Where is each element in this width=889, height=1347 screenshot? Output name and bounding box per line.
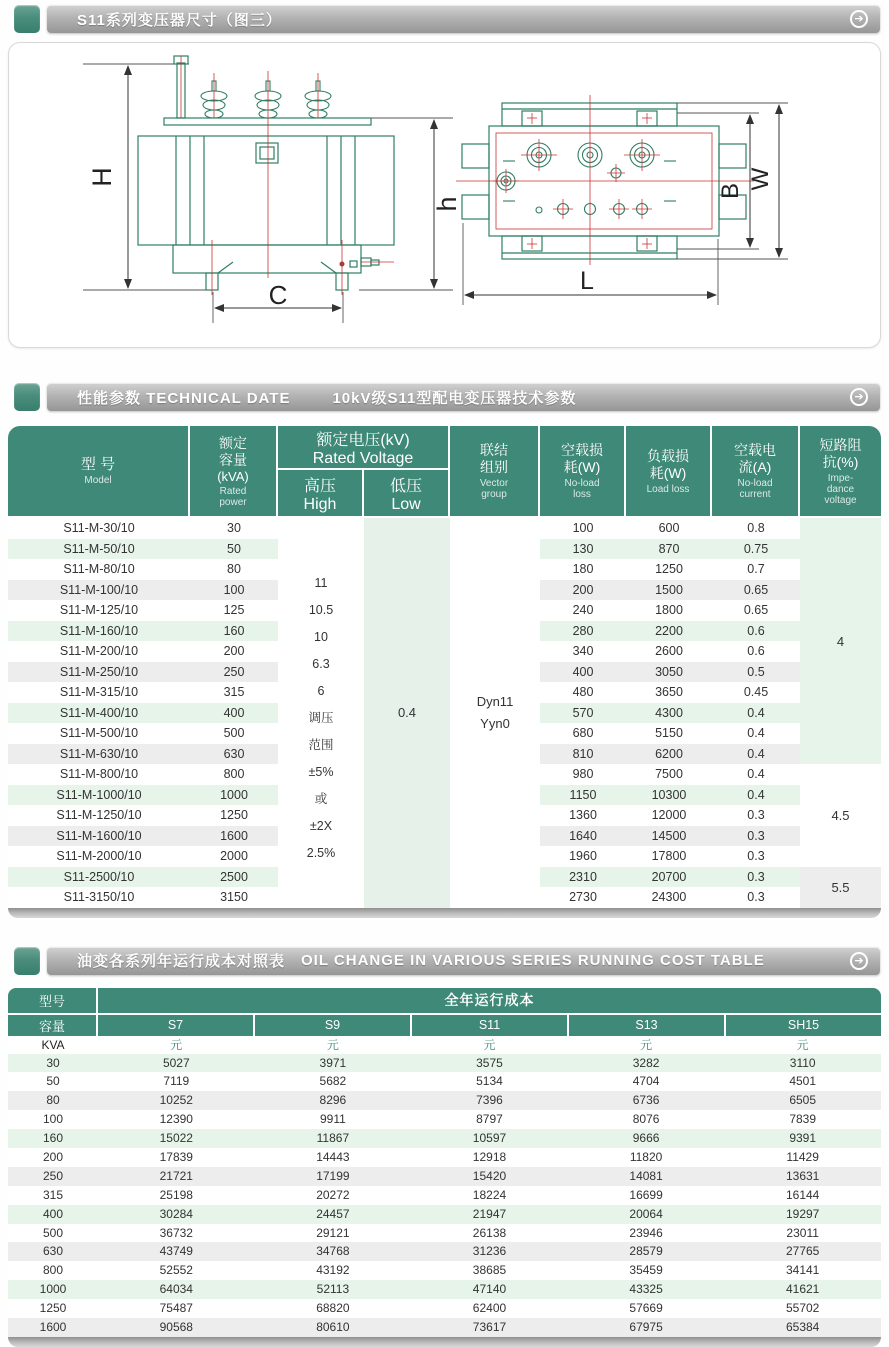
sh15-cell: 55702 [785, 1301, 820, 1316]
high-voltage-line: 10.5 [308, 603, 334, 617]
model-cell: S11-M-30/10 [63, 521, 135, 535]
s13-cell: 3282 [632, 1055, 660, 1070]
sh15-cell: 9391 [789, 1131, 817, 1146]
sh15-cell: 11429 [786, 1149, 819, 1164]
sh15-cell: 4501 [789, 1074, 817, 1089]
model-cell: S11-M-800/10 [59, 767, 139, 781]
noload-loss-cell: 810 [540, 744, 626, 765]
model-cell: S11-M-125/10 [59, 603, 139, 617]
kva-cell: 30 [46, 1055, 60, 1070]
header-series-s7: S7 [98, 1015, 253, 1036]
header-series-s13: S13 [569, 1015, 724, 1036]
noload-current-cell: 0.65 [712, 580, 800, 601]
header-noload-current: 空载电流(A) No-load current [712, 426, 798, 516]
tech-table-body [8, 518, 881, 908]
s7-cell: 21721 [159, 1168, 193, 1183]
kva-cell: 1600 [39, 1319, 67, 1334]
s11-cell: 10597 [472, 1131, 507, 1146]
s9-cell: 8296 [319, 1093, 347, 1108]
rated-power-cell: 80 [227, 562, 241, 576]
model-cell: S11-M-315/10 [59, 685, 139, 699]
rated-power-cell: 315 [223, 685, 245, 699]
hv-bushings [201, 81, 331, 118]
noload-loss-cell: 2310 [540, 867, 626, 888]
kva-cell: 250 [42, 1168, 64, 1183]
header-capacity: 容量 [8, 1015, 96, 1036]
noload-loss-cell: 1960 [569, 849, 597, 863]
s9-cell: 29121 [316, 1225, 350, 1240]
model-cell: S11-M-250/10 [8, 662, 190, 683]
transformer-dimension-drawing [9, 43, 880, 345]
load-loss-cell: 2200 [626, 621, 712, 642]
s9-cell: 43192 [316, 1263, 350, 1278]
dimension-label-C: C [268, 280, 288, 310]
header-series-sh15: SH15 [726, 1015, 881, 1036]
s13-cell: 20064 [629, 1206, 663, 1221]
header-series-s9: S9 [255, 1015, 410, 1036]
rated-power-cell: 50 [190, 539, 278, 560]
s9-cell: 68820 [316, 1301, 350, 1316]
rated-power-cell: 500 [223, 726, 245, 740]
model-cell: S11-M-630/10 [8, 744, 190, 765]
s7-cell: 5027 [162, 1055, 190, 1070]
header-series-s11: S11 [412, 1015, 567, 1036]
high-voltage-line: 2.5% [306, 846, 336, 860]
tech-table-header [8, 426, 881, 516]
noload-current-cell: 0.3 [712, 867, 800, 888]
load-loss-cell: 1800 [655, 603, 683, 617]
high-voltage-line: 范围 [308, 738, 334, 752]
s9-cell: 52113 [316, 1282, 350, 1297]
dimension-label-B: B [717, 182, 744, 200]
banner-subtitle: OIL CHANGE IN VARIOUS SERIES RUNNING COST TABLE [301, 952, 765, 969]
model-cell: S11-M-2000/10 [56, 849, 142, 863]
s13-cell: 57669 [629, 1301, 663, 1316]
noload-current-cell: 0.45 [743, 685, 769, 699]
rated-power-cell: 250 [190, 662, 278, 683]
dimension-label-W: W [747, 167, 774, 191]
s9-cell: 20272 [316, 1187, 350, 1202]
s9-cell: 24457 [316, 1206, 350, 1221]
noload-loss-cell: 340 [572, 644, 594, 658]
unit-yuan: 元 [640, 1037, 653, 1052]
table-bottom-bar [8, 1337, 881, 1347]
load-loss-cell: 10300 [626, 785, 712, 806]
noload-current-cell: 0.4 [747, 767, 765, 781]
noload-current-cell: 0.4 [747, 726, 765, 740]
s11-cell: 3575 [476, 1055, 503, 1070]
vector-group-span-cell [450, 518, 540, 908]
sh15-cell: 13631 [785, 1168, 820, 1183]
banner-subtitle: 10kV级S11型配电变压器技术参数 [332, 389, 577, 407]
impedance-span-cell-4-5: 4.5 [800, 764, 881, 867]
cost-table-body [8, 1054, 881, 1337]
s11-cell: 5134 [476, 1074, 503, 1089]
cost-table-row [8, 1280, 881, 1299]
noload-current-cell: 0.4 [712, 785, 800, 806]
load-loss-cell: 870 [626, 539, 712, 560]
vector-group-line: Yyn0 [480, 716, 510, 732]
cost-table-row [8, 1261, 881, 1280]
s7-cell: 90568 [159, 1319, 193, 1334]
rated-power-cell: 1250 [220, 808, 248, 822]
noload-current-cell: 0.7 [747, 562, 765, 576]
model-cell: S11-M-1000/10 [8, 785, 190, 806]
noload-current-cell: 0.6 [747, 644, 765, 658]
kva-cell: 1000 [39, 1282, 67, 1297]
kva-cell: 500 [42, 1225, 64, 1240]
s11-cell: 15420 [472, 1168, 507, 1183]
noload-current-cell: 0.5 [712, 662, 800, 683]
rated-power-cell: 2500 [190, 867, 278, 888]
sh15-cell: 3110 [789, 1055, 816, 1070]
front-centerlines [181, 56, 394, 295]
noload-loss-cell: 1360 [569, 808, 597, 822]
model-cell: S11-M-160/10 [8, 621, 190, 642]
cost-table-row [8, 1242, 881, 1261]
noload-current-cell: 0.3 [747, 849, 765, 863]
unit-yuan: 元 [796, 1037, 809, 1052]
s11-cell: 38685 [472, 1263, 507, 1278]
vector-group-line: Dyn11 [476, 694, 514, 710]
banner-title: 油变各系列年运行成本对照表 [77, 953, 286, 970]
rated-power-cell: 200 [223, 644, 245, 658]
noload-current-cell: 0.4 [712, 703, 800, 724]
sh15-cell: 34141 [785, 1263, 820, 1278]
noload-loss-cell: 180 [572, 562, 594, 576]
s9-cell: 9911 [319, 1112, 346, 1127]
s13-cell: 35459 [629, 1263, 663, 1278]
s11-cell: 62400 [472, 1301, 507, 1316]
kva-cell: 630 [42, 1244, 64, 1259]
header-rated-voltage: 额定电压(kV) Rated Voltage [278, 426, 448, 468]
s7-cell: 17839 [159, 1149, 193, 1164]
s13-cell: 23946 [629, 1225, 663, 1240]
header-vector-group: 联结组别 Vector group [450, 426, 538, 516]
banner-bullet-square [14, 947, 40, 975]
load-loss-cell: 5150 [655, 726, 683, 740]
high-voltage-line: 6 [317, 684, 325, 698]
banner-bar [47, 947, 880, 975]
noload-loss-cell: 200 [540, 580, 626, 601]
banner-s11-dimensions [14, 4, 880, 34]
kva-cell: 315 [42, 1187, 64, 1202]
sh15-cell: 6505 [789, 1093, 817, 1108]
dimension-label-h: h [432, 196, 462, 212]
high-voltage-line: 调压 [308, 711, 334, 725]
cost-table-row [8, 1054, 881, 1073]
s7-cell: 52552 [159, 1263, 193, 1278]
s13-cell: 6736 [632, 1093, 660, 1108]
s7-cell: 30284 [159, 1206, 193, 1221]
banner-title: 性能参数 TECHNICAL DATE [77, 389, 291, 407]
noload-current-cell: 0.6 [712, 621, 800, 642]
s7-cell: 75487 [159, 1301, 193, 1316]
cost-table-row [8, 1318, 881, 1337]
technical-parameters-table [8, 426, 881, 918]
s9-cell: 11867 [316, 1131, 350, 1146]
banner-bar [47, 5, 880, 33]
header-load-loss: 负载损耗(W) Load loss [626, 426, 710, 516]
header-annual-cost-group: 全年运行成本 [98, 988, 881, 1013]
rated-power-cell: 3150 [220, 890, 248, 904]
circle-arrow-icon: ➔ [850, 10, 868, 28]
load-loss-cell: 20700 [626, 867, 712, 888]
header-noload-loss: 空载损耗(W) No-load loss [540, 426, 624, 516]
load-loss-cell: 3050 [626, 662, 712, 683]
kva-cell: 160 [42, 1131, 64, 1146]
running-cost-table [8, 988, 881, 1347]
kva-cell: 400 [42, 1206, 64, 1221]
s7-cell: 10252 [159, 1093, 193, 1108]
impedance-span-cell-4: 4 [800, 518, 881, 764]
banner-bullet-square [14, 383, 40, 411]
high-voltage-line: 或 [314, 792, 328, 806]
noload-loss-cell: 280 [540, 621, 626, 642]
s13-cell: 67975 [629, 1319, 663, 1334]
noload-loss-cell: 240 [572, 603, 594, 617]
load-loss-cell: 24300 [651, 890, 687, 904]
header-high-voltage: 高压 High [278, 470, 362, 516]
s13-cell: 16699 [629, 1187, 663, 1202]
noload-loss-cell: 680 [572, 726, 594, 740]
noload-current-cell: 0.4 [712, 744, 800, 765]
dimension-label-L: L [580, 267, 594, 295]
load-loss-cell: 17800 [651, 849, 687, 863]
s13-cell: 14081 [629, 1168, 663, 1183]
rated-power-cell: 125 [223, 603, 245, 617]
model-cell: S11-2500/10 [8, 867, 190, 888]
load-loss-cell: 3650 [655, 685, 683, 699]
s11-cell: 26138 [472, 1225, 507, 1240]
table-bottom-bar [8, 908, 881, 918]
kva-cell: 80 [46, 1093, 60, 1108]
model-cell: S11-M-200/10 [59, 644, 139, 658]
s9-cell: 5682 [319, 1074, 347, 1089]
noload-loss-cell: 1150 [540, 785, 626, 806]
s7-cell: 12390 [159, 1112, 193, 1127]
cost-table-row [8, 1186, 881, 1205]
s13-cell: 11820 [629, 1149, 663, 1164]
s7-cell: 43749 [159, 1244, 193, 1259]
noload-loss-cell: 130 [540, 539, 626, 560]
load-loss-cell: 6200 [626, 744, 712, 765]
low-voltage-span-cell: 0.4 [364, 518, 450, 908]
kva-cell: 800 [42, 1263, 64, 1278]
s7-cell: 7119 [163, 1074, 190, 1089]
s11-cell: 12918 [472, 1149, 507, 1164]
load-loss-cell: 7500 [655, 767, 683, 781]
dimension-diagram-panel [8, 42, 881, 348]
cost-table-header-row2 [8, 1015, 881, 1036]
load-loss-cell: 1250 [655, 562, 683, 576]
cost-table-row [8, 1110, 881, 1129]
noload-current-cell: 0.8 [747, 521, 765, 535]
model-cell: S11-M-50/10 [8, 539, 190, 560]
sh15-cell: 7839 [789, 1112, 817, 1127]
header-rated-voltage-group [278, 426, 448, 516]
model-cell: S11-M-80/10 [63, 562, 135, 576]
s7-cell: 64034 [159, 1282, 193, 1297]
s11-cell: 31236 [472, 1244, 507, 1259]
oil-indicator-dot [340, 262, 345, 267]
cost-table-header-row1 [8, 988, 881, 1013]
load-loss-cell: 14500 [626, 826, 712, 847]
s13-cell: 8076 [632, 1112, 660, 1127]
banner-running-cost [14, 946, 880, 976]
noload-loss-cell: 2730 [569, 890, 597, 904]
s9-cell: 34768 [316, 1244, 350, 1259]
s13-cell: 28579 [629, 1244, 663, 1259]
noload-loss-cell: 400 [540, 662, 626, 683]
cost-table-row [8, 1091, 881, 1110]
noload-current-cell: 0.3 [747, 890, 765, 904]
cost-table-row [8, 1205, 881, 1224]
cost-table-row [8, 1224, 881, 1243]
load-loss-cell: 1500 [626, 580, 712, 601]
noload-loss-cell: 480 [572, 685, 594, 699]
s9-cell: 14443 [316, 1149, 350, 1164]
noload-loss-cell: 100 [572, 521, 594, 535]
noload-loss-cell: 980 [572, 767, 594, 781]
cost-table-row [8, 1299, 881, 1318]
s13-cell: 43325 [629, 1282, 663, 1297]
impedance-span-cell-5-5: 5.5 [800, 867, 881, 908]
rated-power-cell: 800 [223, 767, 245, 781]
sh15-cell: 23011 [786, 1225, 819, 1240]
unit-yuan: 元 [326, 1037, 339, 1052]
rated-power-cell: 160 [190, 621, 278, 642]
rated-power-cell: 1000 [190, 785, 278, 806]
rated-power-cell: 1600 [190, 826, 278, 847]
dimension-label-H: H [87, 167, 117, 187]
load-loss-cell: 12000 [651, 808, 687, 822]
s11-cell: 18224 [472, 1187, 507, 1202]
noload-current-cell: 0.3 [747, 808, 765, 822]
top-view-bushings [497, 143, 676, 215]
rated-power-cell: 100 [190, 580, 278, 601]
noload-loss-cell: 1640 [540, 826, 626, 847]
high-voltage-line: ±5% [308, 765, 334, 779]
load-loss-cell: 4300 [626, 703, 712, 724]
model-cell: S11-M-500/10 [59, 726, 139, 740]
unit-yuan: 元 [170, 1037, 183, 1052]
s13-cell: 4704 [632, 1074, 660, 1089]
s7-cell: 15022 [159, 1131, 193, 1146]
cost-table-unit-row [8, 1036, 881, 1054]
sh15-cell: 16144 [785, 1187, 820, 1202]
load-loss-cell: 600 [658, 521, 680, 535]
cost-table-row [8, 1129, 881, 1148]
rated-power-cell: 2000 [220, 849, 248, 863]
model-cell: S11-M-1600/10 [8, 826, 190, 847]
s11-cell: 73617 [472, 1319, 507, 1334]
header-model: 型 号 Model [8, 426, 188, 516]
banner-title: S11系列变压器尺寸（图三） [77, 11, 282, 29]
unit-yuan: 元 [483, 1037, 496, 1052]
top-view-drawing [456, 95, 788, 305]
s9-cell: 17199 [316, 1168, 350, 1183]
sh15-cell: 65384 [785, 1319, 820, 1334]
noload-current-cell: 0.3 [712, 826, 800, 847]
banner-bullet-square [14, 5, 40, 33]
s9-cell: 3971 [319, 1055, 347, 1070]
noload-loss-cell: 570 [540, 703, 626, 724]
cost-table-row [8, 1148, 881, 1167]
high-voltage-line: 11 [314, 576, 328, 590]
circle-arrow-icon: ➔ [850, 952, 868, 970]
circle-arrow-icon: ➔ [850, 388, 868, 406]
noload-current-cell: 0.75 [712, 539, 800, 560]
kva-cell: 100 [42, 1112, 64, 1127]
load-loss-cell: 2600 [655, 644, 683, 658]
header-type: 型号 [8, 988, 96, 1013]
sh15-cell: 41621 [785, 1282, 820, 1297]
cost-table-row [8, 1072, 881, 1091]
front-view-drawing [83, 56, 462, 323]
high-voltage-line: ±2X [309, 819, 333, 833]
s7-cell: 36732 [159, 1225, 193, 1240]
cost-table-row [8, 1167, 881, 1186]
sh15-cell: 19297 [785, 1206, 820, 1221]
high-voltage-line: 6.3 [312, 657, 330, 671]
model-cell: S11-M-400/10 [8, 703, 190, 724]
banner-bar [47, 383, 880, 411]
rated-power-cell: 30 [227, 521, 241, 535]
model-cell: S11-M-100/10 [8, 580, 190, 601]
kva-cell: 50 [46, 1074, 60, 1089]
rated-power-cell: 400 [190, 703, 278, 724]
model-cell: S11-M-1250/10 [56, 808, 142, 822]
s11-cell: 21947 [472, 1206, 507, 1221]
model-cell: S11-3150/10 [63, 890, 135, 904]
s7-cell: 25198 [159, 1187, 193, 1202]
s11-cell: 8797 [476, 1112, 503, 1127]
unit-row-label: KVA [41, 1037, 65, 1052]
rated-power-cell: 630 [190, 744, 278, 765]
banner-technical-parameters [14, 382, 880, 412]
s13-cell: 9666 [632, 1131, 660, 1146]
high-voltage-span-cell [278, 518, 364, 908]
kva-cell: 200 [42, 1149, 64, 1164]
noload-current-cell: 0.65 [743, 603, 769, 617]
sh15-cell: 27765 [785, 1244, 820, 1259]
kva-cell: 1250 [39, 1301, 67, 1316]
header-low-voltage: 低压 Low [364, 470, 448, 516]
header-impedance: 短路阻抗(%) Impe-dance voltage [800, 426, 881, 516]
header-rated-power: 额定容量 (kVA) Rated power [190, 426, 276, 516]
s9-cell: 80610 [316, 1319, 350, 1334]
s11-cell: 47140 [472, 1282, 507, 1297]
high-voltage-line: 10 [314, 630, 328, 644]
s11-cell: 7396 [476, 1093, 503, 1108]
